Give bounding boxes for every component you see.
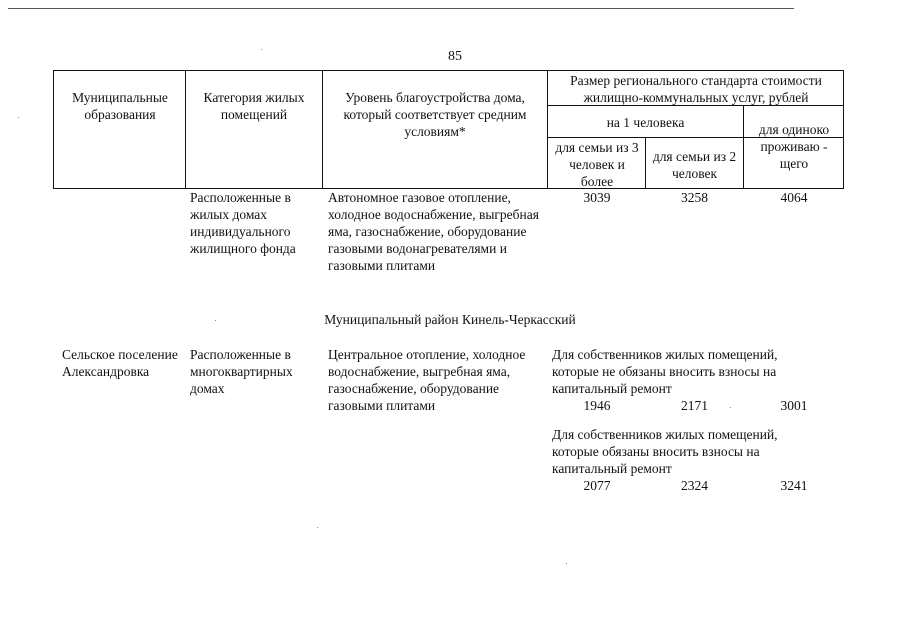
scan-speck bbox=[317, 527, 318, 528]
header-size: Размер регионального стандарта стоимости жилищно-коммунальных услуг, рублей bbox=[570, 73, 822, 105]
header-municipal: Муниципальные образования bbox=[72, 90, 168, 122]
header-family-3: для семьи из 3 человек и более bbox=[555, 140, 639, 189]
row1-value-single: 4064 bbox=[780, 190, 808, 205]
row2-group-b-value-single: 3241 bbox=[780, 478, 808, 493]
header-level: Уровень благоустройства дома, который соответствует средним условиям* bbox=[343, 90, 527, 139]
row2-group-b-label: Для собственников жилых помещений, которые обязаны вносить взносы на капитальный ремонт bbox=[552, 427, 778, 476]
row1-value-family2: 3258 bbox=[681, 190, 708, 205]
header-per-person: на 1 человека bbox=[606, 115, 685, 130]
scan-speck bbox=[215, 320, 216, 321]
row2-municipal: Сельское поселение Александровка bbox=[62, 347, 178, 379]
row2-group-b-value-family2: 2324 bbox=[681, 478, 708, 493]
page-number: 85 bbox=[448, 49, 462, 64]
header-single: для одиноко проживаю - щего bbox=[758, 122, 830, 171]
row2-level: Центральное отопление, холодное водоснабжение, выгребная яма, газоснабжение, оборудование газовыми плитами bbox=[328, 347, 526, 413]
row1-level: Автономное газовое отопление, холодное водоснабжение, выгребная яма, газоснабжение, оборудование газовыми водонагревателями и газовыми плитами bbox=[328, 190, 539, 273]
row1-category: Расположенные в жилых домах индивидуального жилищного фонда bbox=[190, 190, 296, 256]
scan-speck bbox=[730, 407, 731, 408]
scan-speck bbox=[18, 117, 19, 118]
scan-speck bbox=[261, 49, 262, 50]
scan-speck bbox=[566, 563, 567, 564]
scan-top-rule bbox=[8, 8, 794, 9]
row2-group-a-value-family2: 2171 bbox=[681, 398, 708, 413]
header-category: Категория жилых помещений bbox=[203, 90, 305, 122]
row2-category: Расположенные в многоквартирных домах bbox=[190, 347, 293, 396]
section-title: Муниципальный район Кинель-Черкасский bbox=[324, 312, 576, 327]
row2-group-b-value-family3: 2077 bbox=[583, 478, 611, 493]
row2-group-a-value-family3: 1946 bbox=[583, 398, 611, 413]
row2-group-a-value-single: 3001 bbox=[780, 398, 808, 413]
row2-group-a-label: Для собственников жилых помещений, которые не обязаны вносить взносы на капитальный ремонт bbox=[552, 347, 778, 396]
header-family-2: для семьи из 2 человек bbox=[652, 149, 737, 181]
row1-value-family3: 3039 bbox=[583, 190, 611, 205]
